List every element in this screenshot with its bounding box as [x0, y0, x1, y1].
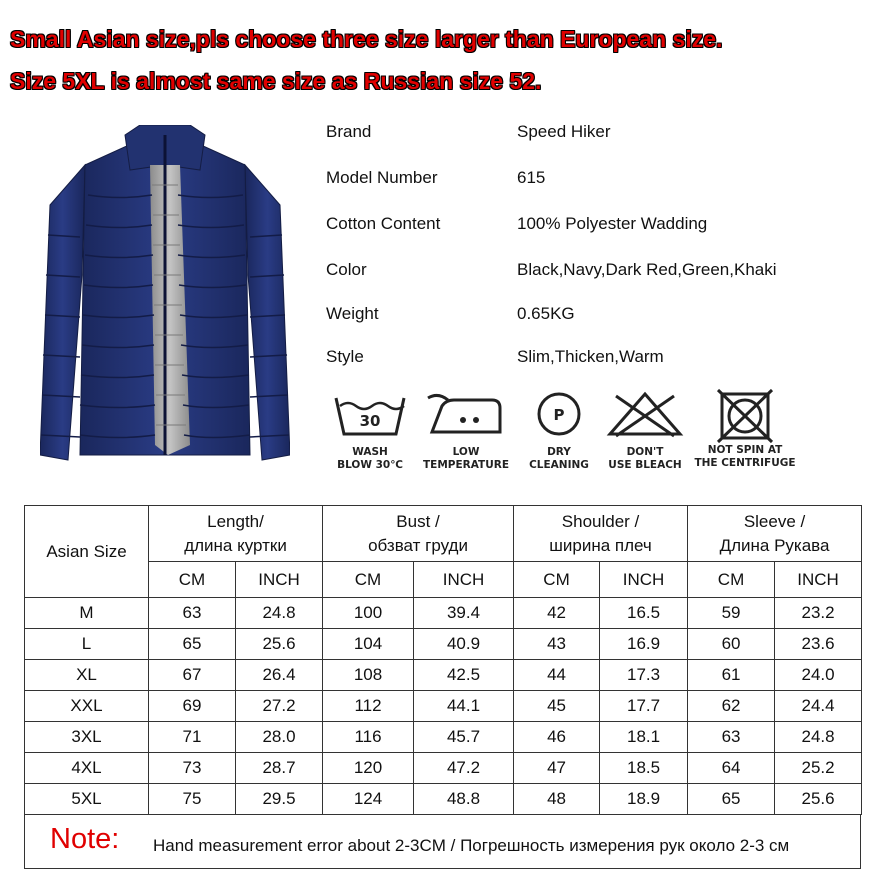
care-spin-label: NOT SPIN AT THE CENTRIFUGE — [694, 444, 796, 469]
measurement-cell: 18.5 — [600, 753, 688, 784]
unit-cm: CM — [149, 562, 236, 598]
care-bleach — [602, 388, 688, 480]
unit-inch: INCH — [775, 562, 862, 598]
care-dry — [522, 388, 596, 480]
spec-value-style: Slim,Thicken,Warm — [517, 347, 664, 366]
headline-line-1: Small Asian size,pls choose three size larger than European size. — [10, 26, 723, 52]
measurement-cell: 59 — [688, 598, 775, 629]
size-cell: M — [25, 598, 149, 629]
measurement-cell: 61 — [688, 660, 775, 691]
measurement-cell: 48 — [514, 784, 600, 815]
measurement-cell: 108 — [323, 660, 414, 691]
measurement-cell: 67 — [149, 660, 236, 691]
measurement-cell: 116 — [323, 722, 414, 753]
measurement-cell: 23.2 — [775, 598, 862, 629]
unit-cm: CM — [688, 562, 775, 598]
measurement-cell: 29.5 — [236, 784, 323, 815]
spec-label-style: Style — [326, 347, 364, 366]
size-cell: 5XL — [25, 784, 149, 815]
size-cell: 3XL — [25, 722, 149, 753]
svg-text:30: 30 — [359, 412, 381, 430]
unit-cm: CM — [323, 562, 414, 598]
measurement-cell: 44 — [514, 660, 600, 691]
table-row — [25, 784, 862, 815]
table-row — [25, 753, 862, 784]
measurement-cell: 25.6 — [775, 784, 862, 815]
measurement-cell: 124 — [323, 784, 414, 815]
care-dry-label: DRY CLEANING — [529, 446, 589, 471]
jacket-image — [40, 125, 290, 465]
measurement-cell: 17.7 — [600, 691, 688, 722]
measurement-cell: 28.0 — [236, 722, 323, 753]
table-row — [25, 722, 862, 753]
measurement-cell: 24.0 — [775, 660, 862, 691]
measurement-cell: 26.4 — [236, 660, 323, 691]
measurement-cell: 104 — [323, 629, 414, 660]
measurement-cell: 24.4 — [775, 691, 862, 722]
measurement-cell: 69 — [149, 691, 236, 722]
measurement-cell: 40.9 — [414, 629, 514, 660]
measurement-cell: 65 — [688, 784, 775, 815]
measurement-cell: 27.2 — [236, 691, 323, 722]
size-header: Asian Size — [25, 506, 149, 598]
measurement-cell: 45.7 — [414, 722, 514, 753]
measurement-cell: 63 — [688, 722, 775, 753]
length-header: Length/ длина куртки — [149, 506, 323, 562]
table-row — [25, 660, 862, 691]
spec-value-brand: Speed Hiker — [517, 122, 611, 141]
no-spin-icon — [690, 388, 800, 444]
measurement-cell: 24.8 — [775, 722, 862, 753]
spec-label-weight: Weight — [326, 304, 379, 323]
care-iron — [418, 388, 514, 480]
size-table — [24, 505, 862, 815]
table-row — [25, 691, 862, 722]
unit-inch: INCH — [414, 562, 514, 598]
dry-clean-icon — [522, 388, 596, 444]
measurement-cell: 65 — [149, 629, 236, 660]
measurement-cell: 112 — [323, 691, 414, 722]
no-bleach-icon — [602, 388, 688, 444]
care-iron-label: LOW TEMPERATURE — [423, 446, 509, 471]
measurement-cell: 25.6 — [236, 629, 323, 660]
headline-line-2: Size 5XL is almost same size as Russian size 52. — [10, 68, 542, 94]
unit-inch: INCH — [600, 562, 688, 598]
measurement-cell: 44.1 — [414, 691, 514, 722]
size-table-body — [25, 598, 862, 815]
spec-value-model: 615 — [517, 168, 546, 187]
measurement-cell: 16.9 — [600, 629, 688, 660]
shoulder-header: Shoulder / ширина плеч — [514, 506, 688, 562]
note-text: Hand measurement error about 2-3CM / Погрешность измерения рук около 2-3 см — [153, 836, 790, 855]
measurement-cell: 45 — [514, 691, 600, 722]
unit-inch: INCH — [236, 562, 323, 598]
spec-label-cotton: Cotton Content — [326, 214, 441, 233]
wash-30-icon — [328, 388, 412, 444]
measurement-cell: 17.3 — [600, 660, 688, 691]
table-row — [25, 598, 862, 629]
measurement-cell: 25.2 — [775, 753, 862, 784]
measurement-cell: 24.8 — [236, 598, 323, 629]
measurement-cell: 75 — [149, 784, 236, 815]
size-cell: 4XL — [25, 753, 149, 784]
spec-label-model: Model Number — [326, 168, 438, 187]
size-cell: XL — [25, 660, 149, 691]
measurement-cell: 46 — [514, 722, 600, 753]
measurement-cell: 39.4 — [414, 598, 514, 629]
care-wash-label: WASH BLOW 30℃ — [337, 446, 403, 471]
measurement-cell: 47 — [514, 753, 600, 784]
note-row — [24, 815, 861, 869]
measurement-cell: 100 — [323, 598, 414, 629]
spec-label-color: Color — [326, 260, 367, 279]
measurement-cell: 71 — [149, 722, 236, 753]
care-wash — [328, 388, 412, 480]
measurement-cell: 63 — [149, 598, 236, 629]
care-spin — [690, 388, 800, 480]
size-cell: L — [25, 629, 149, 660]
measurement-cell: 18.9 — [600, 784, 688, 815]
note-label: Note: — [50, 823, 120, 855]
measurement-cell: 28.7 — [236, 753, 323, 784]
care-bleach-label: DON'T USE BLEACH — [608, 446, 682, 471]
measurement-cell: 42.5 — [414, 660, 514, 691]
unit-cm: CM — [514, 562, 600, 598]
measurement-cell: 60 — [688, 629, 775, 660]
low-iron-icon — [418, 388, 514, 444]
measurement-cell: 42 — [514, 598, 600, 629]
bust-header: Bust / обзват груди — [323, 506, 514, 562]
spec-value-cotton: 100% Polyester Wadding — [517, 214, 708, 233]
spec-value-color: Black,Navy,Dark Red,Green,Khaki — [517, 260, 777, 279]
measurement-cell: 62 — [688, 691, 775, 722]
measurement-cell: 48.8 — [414, 784, 514, 815]
svg-text:P: P — [553, 406, 565, 424]
measurement-cell: 18.1 — [600, 722, 688, 753]
measurement-cell: 64 — [688, 753, 775, 784]
measurement-cell: 23.6 — [775, 629, 862, 660]
measurement-cell: 43 — [514, 629, 600, 660]
measurement-cell: 16.5 — [600, 598, 688, 629]
sleeve-header: Sleeve / Длина Рукава — [688, 506, 862, 562]
measurement-cell: 47.2 — [414, 753, 514, 784]
spec-label-brand: Brand — [326, 122, 372, 141]
measurement-cell: 73 — [149, 753, 236, 784]
spec-value-weight: 0.65KG — [517, 304, 575, 323]
measurement-cell: 120 — [323, 753, 414, 784]
table-row — [25, 629, 862, 660]
size-cell: XXL — [25, 691, 149, 722]
